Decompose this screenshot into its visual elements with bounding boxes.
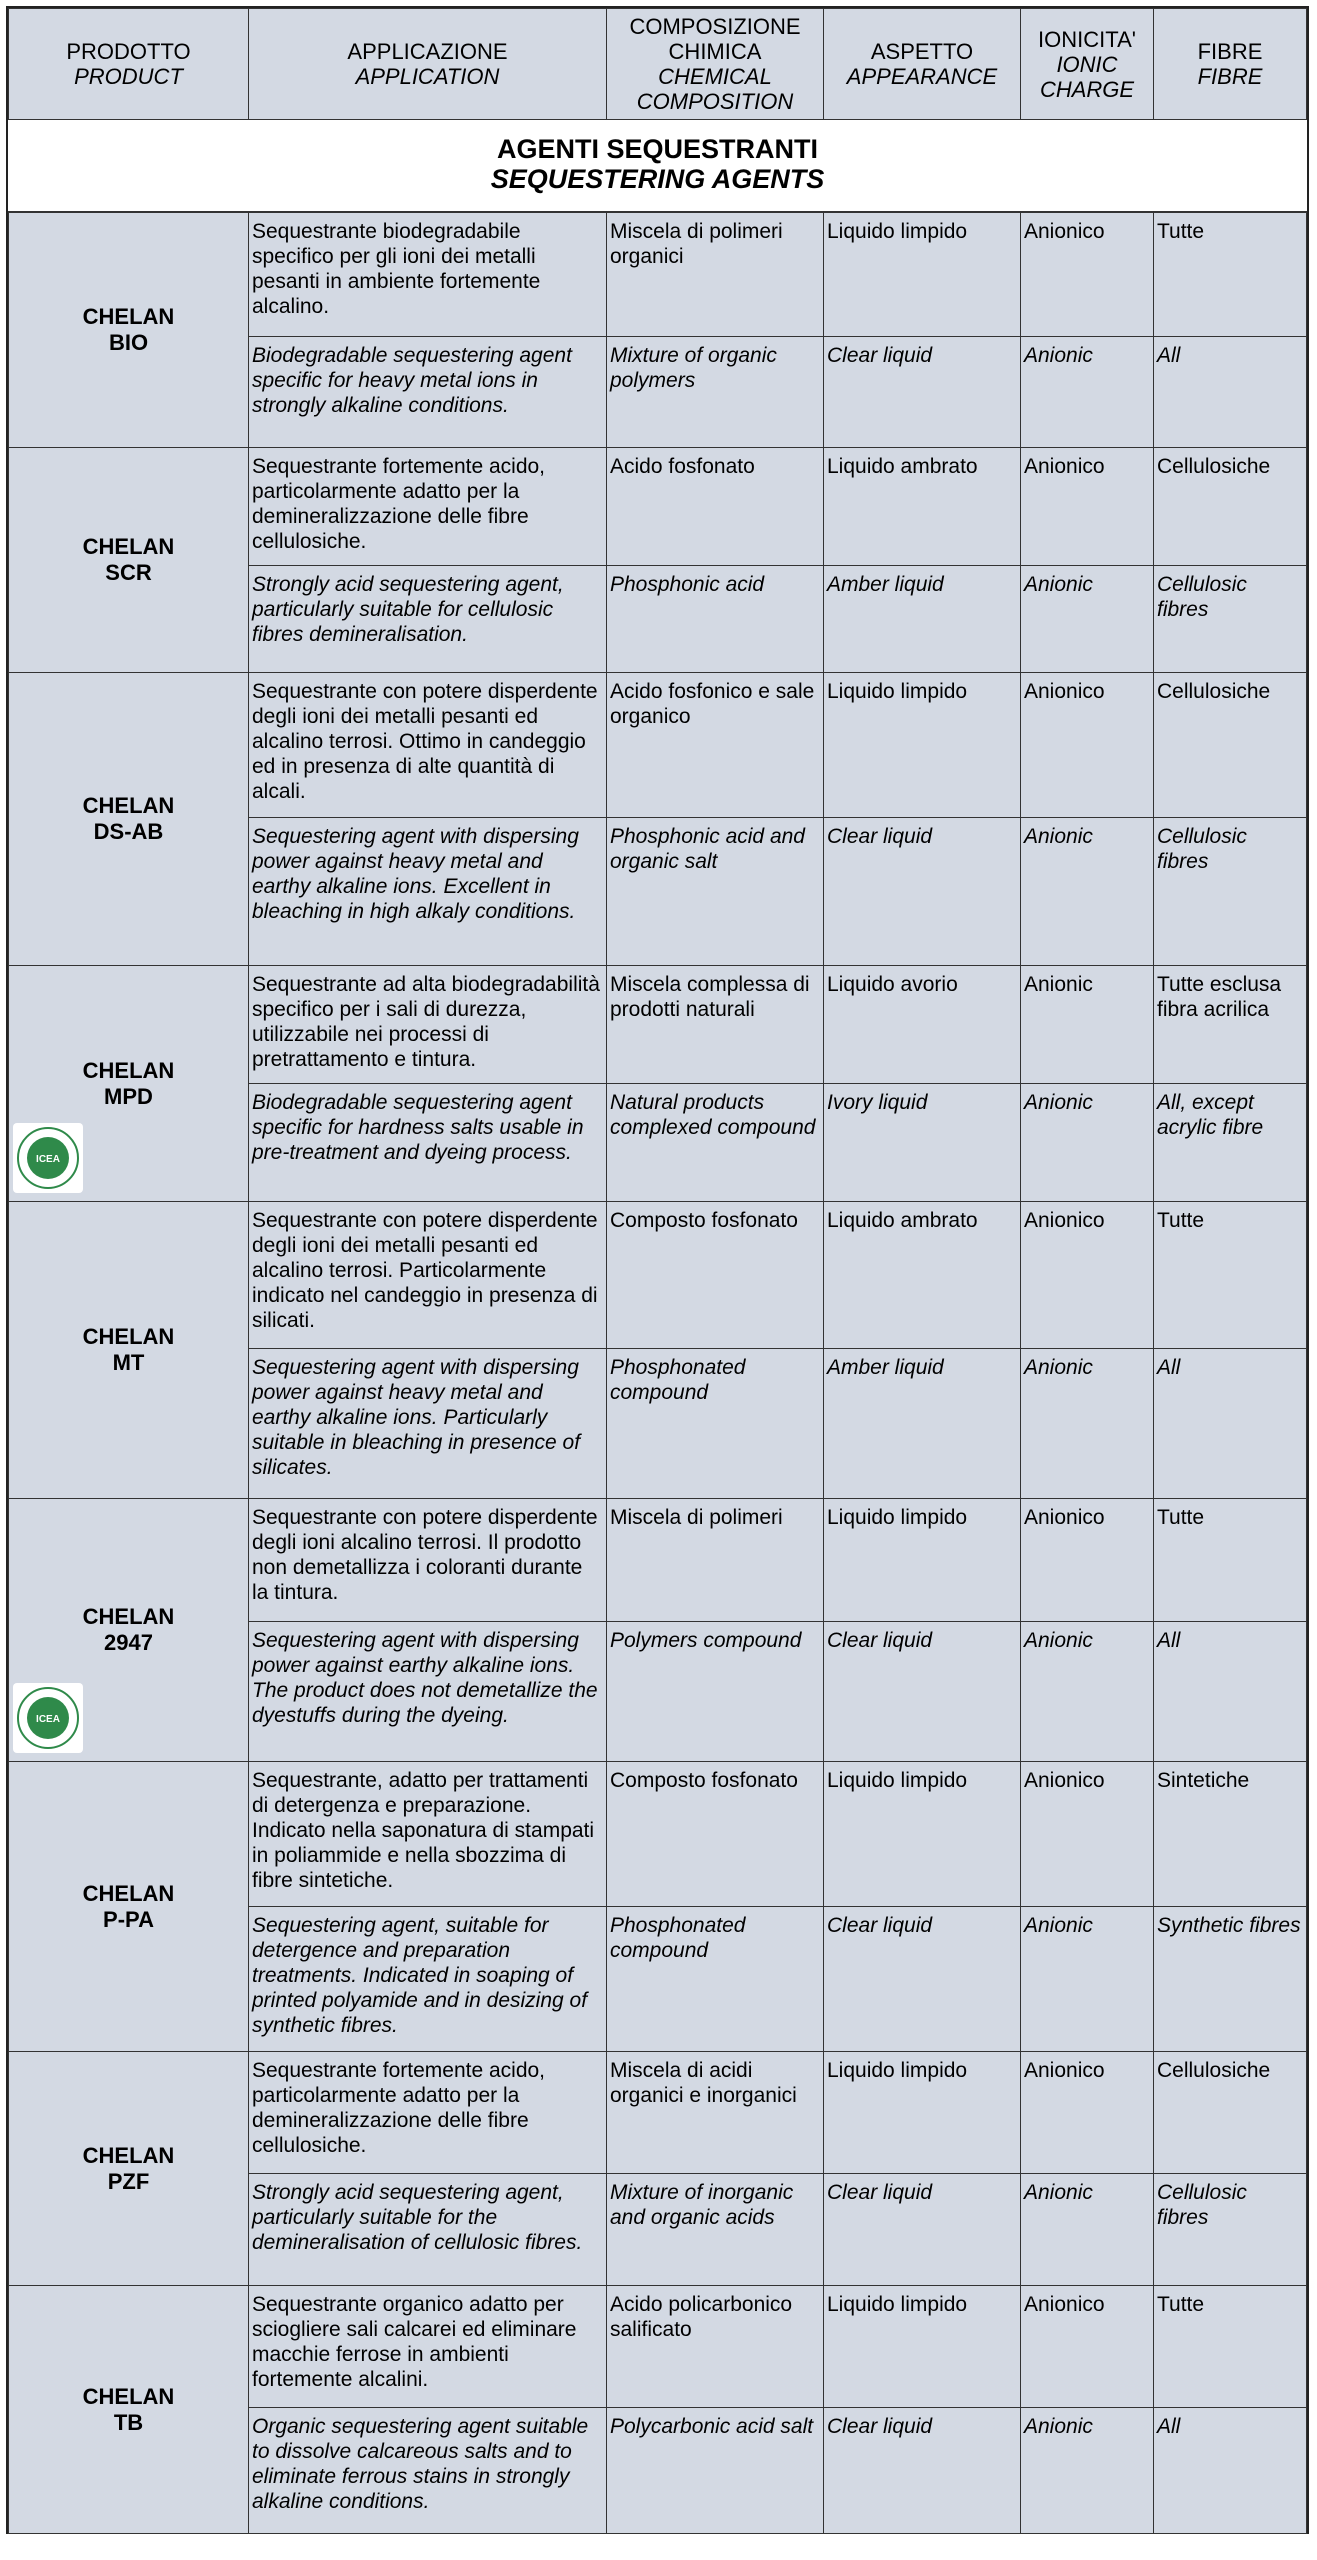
product-name: PZF: [107, 2168, 150, 2194]
application-en: Biodegradable sequestering agent specific for heavy metal ions in strongly alkaline conditions.: [249, 337, 607, 448]
fibres-it: Tutte: [1154, 213, 1307, 337]
table-row: [9, 1499, 1307, 1622]
ionic-it: Anionico: [1021, 213, 1154, 337]
application-it: Sequestrante organico adatto per sciogliere sali calcarei ed eliminare macchie ferrose in ambienti fortemente alcalini.: [249, 2286, 607, 2408]
appearance-it: Liquido limpido: [824, 1762, 1021, 1907]
application-it: Sequestrante fortemente acido, particolarmente adatto per la demineralizzazione delle fibre cellulosiche.: [249, 2052, 607, 2174]
application-it: Sequestrante con potere disperdente degli ioni alcalino terrosi. Il prodotto non demetallizza i coloranti durante la tintura.: [249, 1499, 607, 1622]
table-row: [9, 213, 1307, 337]
appearance-en: Clear liquid: [824, 1907, 1021, 2052]
composition-en: Phosphonated compound: [607, 1907, 824, 2052]
product-name-cell: [9, 213, 249, 448]
application-en: Sequestering agent with dispersing power against earthy alkaline ions. The product does not demetallize the dyestuffs during the dyeing.: [249, 1622, 607, 1762]
product-name: CHELAN: [82, 534, 175, 559]
ionic-it: Anionico: [1021, 448, 1154, 566]
ionic-en: Anionic: [1021, 2174, 1154, 2286]
product-name: CHELAN: [82, 793, 175, 818]
product-name-cell: [9, 966, 249, 1202]
fibres-it: Cellulosiche: [1154, 673, 1307, 818]
fibres-en: Synthetic fibres: [1154, 1907, 1307, 2052]
header-fibres: FIBRE FIBRE: [1154, 9, 1307, 120]
application-en: Strongly acid sequestering agent, particularly suitable for the demineralisation of cellulosic fibres.: [249, 2174, 607, 2286]
product-name: CHELAN: [82, 1880, 175, 1906]
fibres-en: Cellulosic fibres: [1154, 818, 1307, 966]
product-name: MT: [112, 1350, 145, 1375]
application-en: Organic sequestering agent suitable to dissolve calcareous salts and to eliminate ferrous stains in strongly alkaline conditions.: [249, 2408, 607, 2534]
ionic-it: Anionico: [1021, 2052, 1154, 2174]
ionic-en: Anionic: [1021, 337, 1154, 448]
composition-en: Phosphonic acid: [607, 566, 824, 673]
svg-text:ICEA: ICEA: [36, 1714, 60, 1725]
product-name-cell: [9, 448, 249, 673]
product-name: DS-AB: [93, 819, 164, 844]
appearance-it: Liquido limpido: [824, 673, 1021, 818]
table-row: [9, 2052, 1307, 2174]
header-application: APPLICAZIONE APPLICATION: [249, 9, 607, 120]
fibres-en: Cellulosic fibres: [1154, 566, 1307, 673]
appearance-en: Clear liquid: [824, 337, 1021, 448]
product-table: [6, 6, 1309, 2534]
product-name-cell: [9, 2286, 249, 2534]
table-header: [8, 8, 1307, 120]
fibres-en: All, except acrylic fibre: [1154, 1084, 1307, 1202]
section-title: [8, 120, 1307, 212]
fibres-it: Tutte esclusa fibra acrilica: [1154, 966, 1307, 1084]
header-appearance: ASPETTO APPEARANCE: [824, 9, 1021, 120]
ionic-en: Anionic: [1021, 1349, 1154, 1499]
fibres-it: Cellulosiche: [1154, 2052, 1307, 2174]
composition-it: Acido fosfonico e sale organico: [607, 673, 824, 818]
header-composition: COMPOSIZIONE CHIMICA CHEMICAL COMPOSITION: [607, 9, 824, 120]
ionic-it: Anionico: [1021, 1202, 1154, 1349]
fibres-en: All: [1154, 2408, 1307, 2534]
composition-it: Miscela di polimeri organici: [607, 213, 824, 337]
composition-it: Acido fosfonato: [607, 448, 824, 566]
appearance-it: Liquido limpido: [824, 213, 1021, 337]
product-name: P-PA: [103, 1906, 154, 1932]
section-title-it: AGENTI SEQUESTRANTI: [496, 134, 819, 164]
composition-it: Miscela di acidi organici e inorganici: [607, 2052, 824, 2174]
appearance-en: Clear liquid: [824, 1622, 1021, 1762]
application-en: Sequestering agent with dispersing power against heavy metal and earthy alkaline ions. Particularly suitable in bleaching in presence of silicates.: [249, 1349, 607, 1499]
appearance-it: Liquido limpido: [824, 1499, 1021, 1622]
appearance-it: Liquido ambrato: [824, 448, 1021, 566]
application-en: Sequestering agent, suitable for detergence and preparation treatments. Indicated in soaping of printed polyamide and in desizing of synthetic fibres.: [249, 1907, 607, 2052]
product-name-cell: [9, 2052, 249, 2286]
composition-en: Polycarbonic acid salt: [607, 2408, 824, 2534]
product-name: CHELAN: [82, 1324, 175, 1349]
ionic-it: Anionico: [1021, 2286, 1154, 2408]
product-name: CHELAN: [82, 1057, 175, 1083]
product-name-cell: [9, 1499, 249, 1762]
product-name: TB: [113, 2409, 144, 2435]
composition-en: Mixture of organic polymers: [607, 337, 824, 448]
application-en: Sequestering agent with dispersing power against heavy metal and earthy alkaline ions. Excellent in bleaching in high alkaly conditions.: [249, 818, 607, 966]
product-name: CHELAN: [82, 304, 175, 329]
appearance-it: Liquido limpido: [824, 2286, 1021, 2408]
product-name: SCR: [105, 560, 152, 585]
ionic-it: Anionico: [1021, 673, 1154, 818]
appearance-en: Clear liquid: [824, 2174, 1021, 2286]
ionic-it: Anionico: [1021, 1499, 1154, 1622]
appearance-en: Ivory liquid: [824, 1084, 1021, 1202]
fibres-it: Tutte: [1154, 2286, 1307, 2408]
fibres-it: Tutte: [1154, 1499, 1307, 1622]
fibres-en: All: [1154, 337, 1307, 448]
appearance-it: Liquido ambrato: [824, 1202, 1021, 1349]
application-it: Sequestrante con potere disperdente degli ioni dei metalli pesanti ed alcalino terrosi. Ottimo in candeggio ed in presenza di alte quantità di alcali.: [249, 673, 607, 818]
appearance-it: Liquido limpido: [824, 2052, 1021, 2174]
application-it: Sequestrante biodegradabile specifico per gli ioni dei metalli pesanti in ambiente fortemente alcalino.: [249, 213, 607, 337]
table-row: [9, 673, 1307, 818]
appearance-en: Amber liquid: [824, 566, 1021, 673]
ionic-en: Anionic: [1021, 2408, 1154, 2534]
fibres-it: Sintetiche: [1154, 1762, 1307, 1907]
table-row: [9, 448, 1307, 566]
product-name-cell: [9, 1202, 249, 1499]
product-name: MPD: [104, 1083, 153, 1109]
fibres-en: Cellulosic fibres: [1154, 2174, 1307, 2286]
composition-it: Composto fosfonato: [607, 1762, 824, 1907]
product-name: BIO: [108, 330, 149, 355]
table-row: [9, 1202, 1307, 1349]
header-ionic-charge: IONICITA' IONIC CHARGE: [1021, 9, 1154, 120]
product-name-cell: [9, 1762, 249, 2052]
fibres-en: All: [1154, 1622, 1307, 1762]
product-name: CHELAN: [82, 1604, 175, 1629]
product-name: 2947: [104, 1630, 153, 1655]
ionic-en: Anionic: [1021, 566, 1154, 673]
ionic-en: Anionic: [1021, 1084, 1154, 1202]
product-rows: [8, 212, 1307, 2534]
product-name: CHELAN: [82, 2383, 175, 2409]
ionic-it: Anionic: [1021, 966, 1154, 1084]
application-it: Sequestrante, adatto per trattamenti di detergenza e preparazione. Indicato nella saponatura di stampati in poliammide e nella sbozzima di fibre sintetiche.: [249, 1762, 607, 1907]
product-name: CHELAN: [82, 2142, 175, 2168]
ionic-en: Anionic: [1021, 1622, 1154, 1762]
appearance-en: Clear liquid: [824, 2408, 1021, 2534]
application-it: Sequestrante fortemente acido, particolarmente adatto per la demineralizzazione delle fibre cellulosiche.: [249, 448, 607, 566]
ionic-it: Anionico: [1021, 1762, 1154, 1907]
composition-it: Composto fosfonato: [607, 1202, 824, 1349]
section-title-en: SEQUESTERING AGENTS: [490, 164, 825, 194]
table-row: [9, 2286, 1307, 2408]
ionic-en: Anionic: [1021, 818, 1154, 966]
composition-en: Phosphonated compound: [607, 1349, 824, 1499]
svg-text:ICEA: ICEA: [36, 1154, 60, 1165]
header-product: PRODOTTO PRODUCT: [9, 9, 249, 120]
fibres-it: Tutte: [1154, 1202, 1307, 1349]
appearance-it: Liquido avorio: [824, 966, 1021, 1084]
application-en: Biodegradable sequestering agent specific for hardness salts usable in pre-treatment and dyeing process.: [249, 1084, 607, 1202]
table-row: [9, 1762, 1307, 1907]
composition-it: Miscela complessa di prodotti naturali: [607, 966, 824, 1084]
application-it: Sequestrante con potere disperdente degli ioni dei metalli pesanti ed alcalino terrosi. Particolarmente indicato nel candeggio in presenza di silicati.: [249, 1202, 607, 1349]
table-row: [9, 966, 1307, 1084]
fibres-it: Cellulosiche: [1154, 448, 1307, 566]
appearance-en: Clear liquid: [824, 818, 1021, 966]
composition-it: Miscela di polimeri: [607, 1499, 824, 1622]
application-en: Strongly acid sequestering agent, particularly suitable for cellulosic fibres demineralisation.: [249, 566, 607, 673]
composition-en: Phosphonic acid and organic salt: [607, 818, 824, 966]
product-name-cell: [9, 673, 249, 966]
fibres-en: All: [1154, 1349, 1307, 1499]
composition-en: Mixture of inorganic and organic acids: [607, 2174, 824, 2286]
icea-certification-icon: [13, 1683, 83, 1753]
application-it: Sequestrante ad alta biodegradabilità specifico per i sali di durezza, utilizzabile nei processi di pretrattamento e tintura.: [249, 966, 607, 1084]
appearance-en: Amber liquid: [824, 1349, 1021, 1499]
composition-en: Polymers compound: [607, 1622, 824, 1762]
composition-en: Natural products complexed compound: [607, 1084, 824, 1202]
ionic-en: Anionic: [1021, 1907, 1154, 2052]
composition-it: Acido policarbonico salificato: [607, 2286, 824, 2408]
icea-certification-icon: [13, 1123, 83, 1193]
